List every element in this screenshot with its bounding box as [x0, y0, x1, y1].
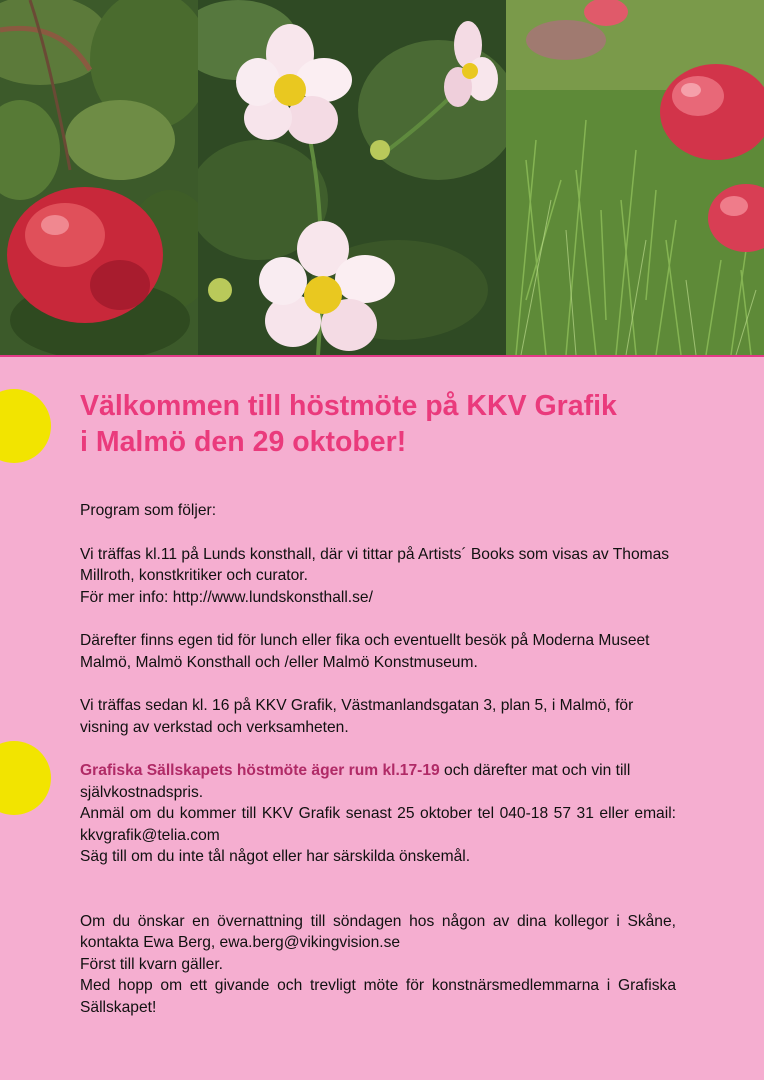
yellow-dot-decoration	[0, 741, 51, 815]
more-info-label: För mer info:	[80, 588, 173, 606]
yellow-dot-decoration	[0, 389, 51, 463]
more-info-line	[80, 587, 676, 609]
title-line-1: Välkommen till höstmöte på KKV Grafik	[80, 390, 617, 422]
paragraph-lunch: Därefter finns egen tid för lunch eller fika och eventuellt besök på Moderna Museet Malmö, Malmö Konsthall och /eller Malmö Konstmuseum.	[80, 632, 650, 671]
program-intro: Program som följer:	[80, 502, 217, 519]
paragraph-overnight: Om du önskar en övernattning till söndagen hos någon av dina kollegor i Skåne, kontakta Ewa Berg, ewa.berg@vikingvision.se	[80, 912, 676, 951]
meeting-rest: och därefter mat och vin till självkostnadspris.	[80, 762, 631, 801]
meeting-highlight: Grafiska Sällskapets höstmöte äger rum kl.17-19	[80, 762, 440, 779]
paragraph-lunds-konsthall: Vi träffas kl.11 på Lunds konsthall, där vi tittar på Artists´ Books som visas av Thomas Millroth, konstkritiker och curator.	[80, 545, 670, 584]
lunds-konsthall-link[interactable]: http://www.lundskonsthall.se/	[172, 588, 373, 606]
photo-strip	[0, 0, 764, 355]
page-title	[80, 388, 720, 460]
title-line-2: i Malmö den 29 oktober!	[80, 426, 407, 458]
invitation-body	[80, 500, 676, 1018]
closing-text: Med hopp om ett givande och trevligt möte för konstnärsmedlemmarna i Grafiska Sällskapet!	[80, 977, 676, 1016]
first-come-text: Först till kvarn gäller.	[80, 955, 223, 973]
apple-tree-photo	[0, 0, 198, 355]
paragraph-meeting	[80, 760, 676, 803]
apples-in-grass-photo	[506, 0, 764, 355]
anemone-flowers-photo	[198, 0, 506, 355]
signup-text: Anmäl om du kommer till KKV Grafik senast 25 oktober tel 040-18 57 31 eller email: kkvgrafik@telia.com	[80, 805, 676, 844]
photo-divider	[0, 355, 764, 357]
diet-text: Säg till om du inte tål något eller har särskilda önskemål.	[80, 848, 471, 865]
paragraph-kkv-grafik: Vi träffas sedan kl. 16 på KKV Grafik, Västmanlandsgatan 3, plan 5, i Malmö, för visning av verkstad och verksamheten.	[80, 697, 634, 736]
